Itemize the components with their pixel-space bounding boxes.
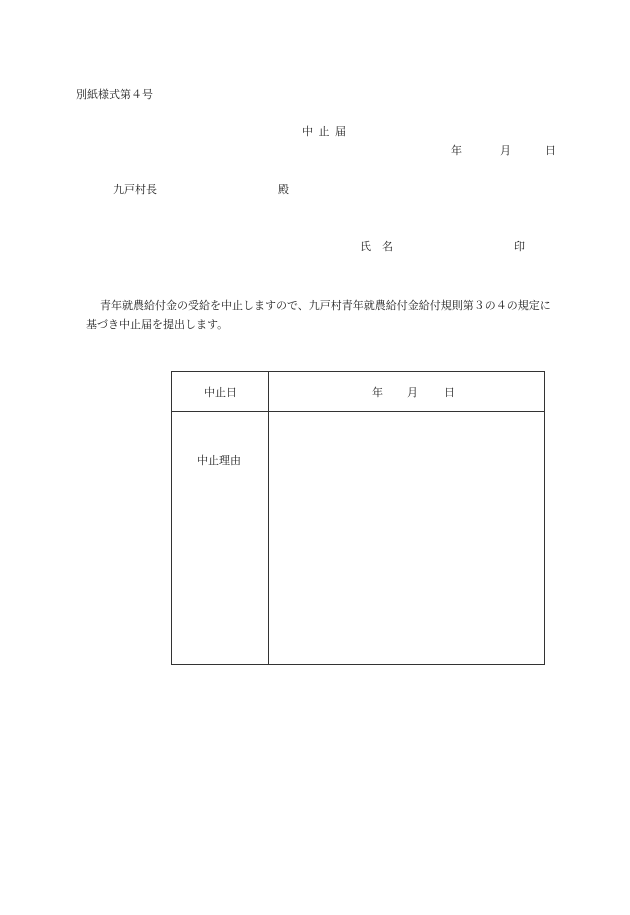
table-row-divider: [172, 411, 544, 412]
date-month-label[interactable]: 月: [500, 144, 511, 157]
date-year-label[interactable]: 年: [451, 144, 462, 157]
addressee-honorific: 殿: [278, 183, 289, 196]
stop-date-month[interactable]: 月: [407, 386, 418, 399]
stop-reason-field[interactable]: [272, 416, 540, 660]
applicant-name-label[interactable]: 氏 名: [360, 240, 393, 253]
form-number: 別紙様式第４号: [76, 88, 153, 101]
table-column-divider: [268, 372, 269, 664]
document-title: 中 止 届: [302, 125, 347, 138]
date-day-label[interactable]: 日: [545, 144, 556, 157]
stop-info-table: [171, 371, 545, 665]
stop-date-label: 中止日: [204, 386, 237, 399]
body-paragraph: 青年就農給付金の受給を中止しますので、九戸村青年就農給付金給付規則第３の４の規定に基づき中止届を提出します。: [86, 299, 551, 331]
addressee-name: 九戸村長: [113, 183, 157, 196]
seal-label: 印: [514, 240, 525, 253]
stop-date-day[interactable]: 日: [444, 386, 455, 399]
stop-reason-label: 中止理由: [197, 454, 241, 467]
stop-date-year[interactable]: 年: [372, 386, 383, 399]
